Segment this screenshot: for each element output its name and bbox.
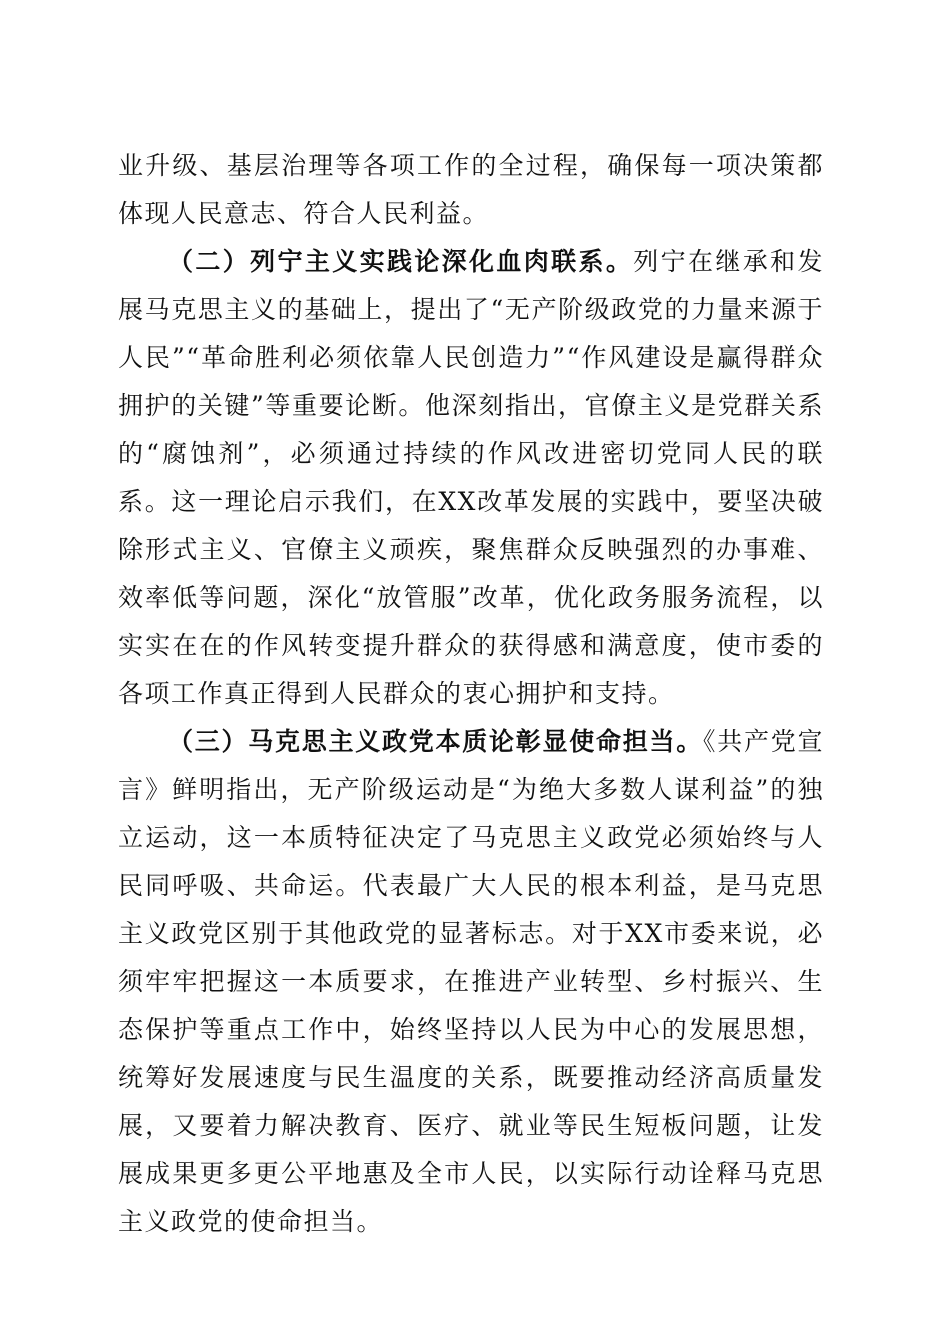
paragraph-section-2 [118, 238, 824, 718]
paragraph-continuation [118, 142, 824, 238]
paragraph-body: 《共产党宣言》鲜明指出，无产阶级运动是“为绝大多数人谋利益”的独立运动，这一本质特征决定了马克思主义政党必须始终与人民同呼吸、共命运。代表最广大人民的根本利益，是马克思主义政党区别于其他政党的显著标志。对于XX市委来说，必须牢牢把握这一本质要求，在推进产业转型、乡村振兴、生态保护等重点工作中，始终坚持以人民为中心的发展思想，统筹好发展速度与民生温度的关系，既要推动经济高质量发展，又要着力解决教育、医疗、就业等民生短板问题，让发展成果更多更公平地惠及全市人民，以实际行动诠释马克思主义政党的使命担当。 [118, 727, 824, 1236]
document-page [118, 142, 824, 1246]
section-heading-2: （二）列宁主义实践论深化血肉联系。 [168, 247, 634, 276]
paragraph-section-3 [118, 718, 824, 1246]
paragraph-body: 列宁在继承和发展马克思主义的基础上，提出了“无产阶级政党的力量来源于人民”“革命胜利必须依靠人民创造力”“作风建设是赢得群众拥护的关键”等重要论断。他深刻指出，官僚主义是党群关系的“腐蚀剂”，必须通过持续的作风改进密切党同人民的联系。这一理论启示我们，在XX改革发展的实践中，要坚决破除形式主义、官僚主义顽疾，聚焦群众反映强烈的办事难、效率低等问题，深化“放管服”改革，优化政务服务流程，以实实在在的作风转变提升群众的获得感和满意度，使市委的各项工作真正得到人民群众的衷心拥护和支持。 [118, 247, 824, 708]
paragraph-body: 业升级、基层治理等各项工作的全过程，确保每一项决策都体现人民意志、符合人民利益。 [118, 151, 824, 228]
section-heading-3: （三）马克思主义政党本质论彰显使命担当。 [168, 727, 703, 756]
